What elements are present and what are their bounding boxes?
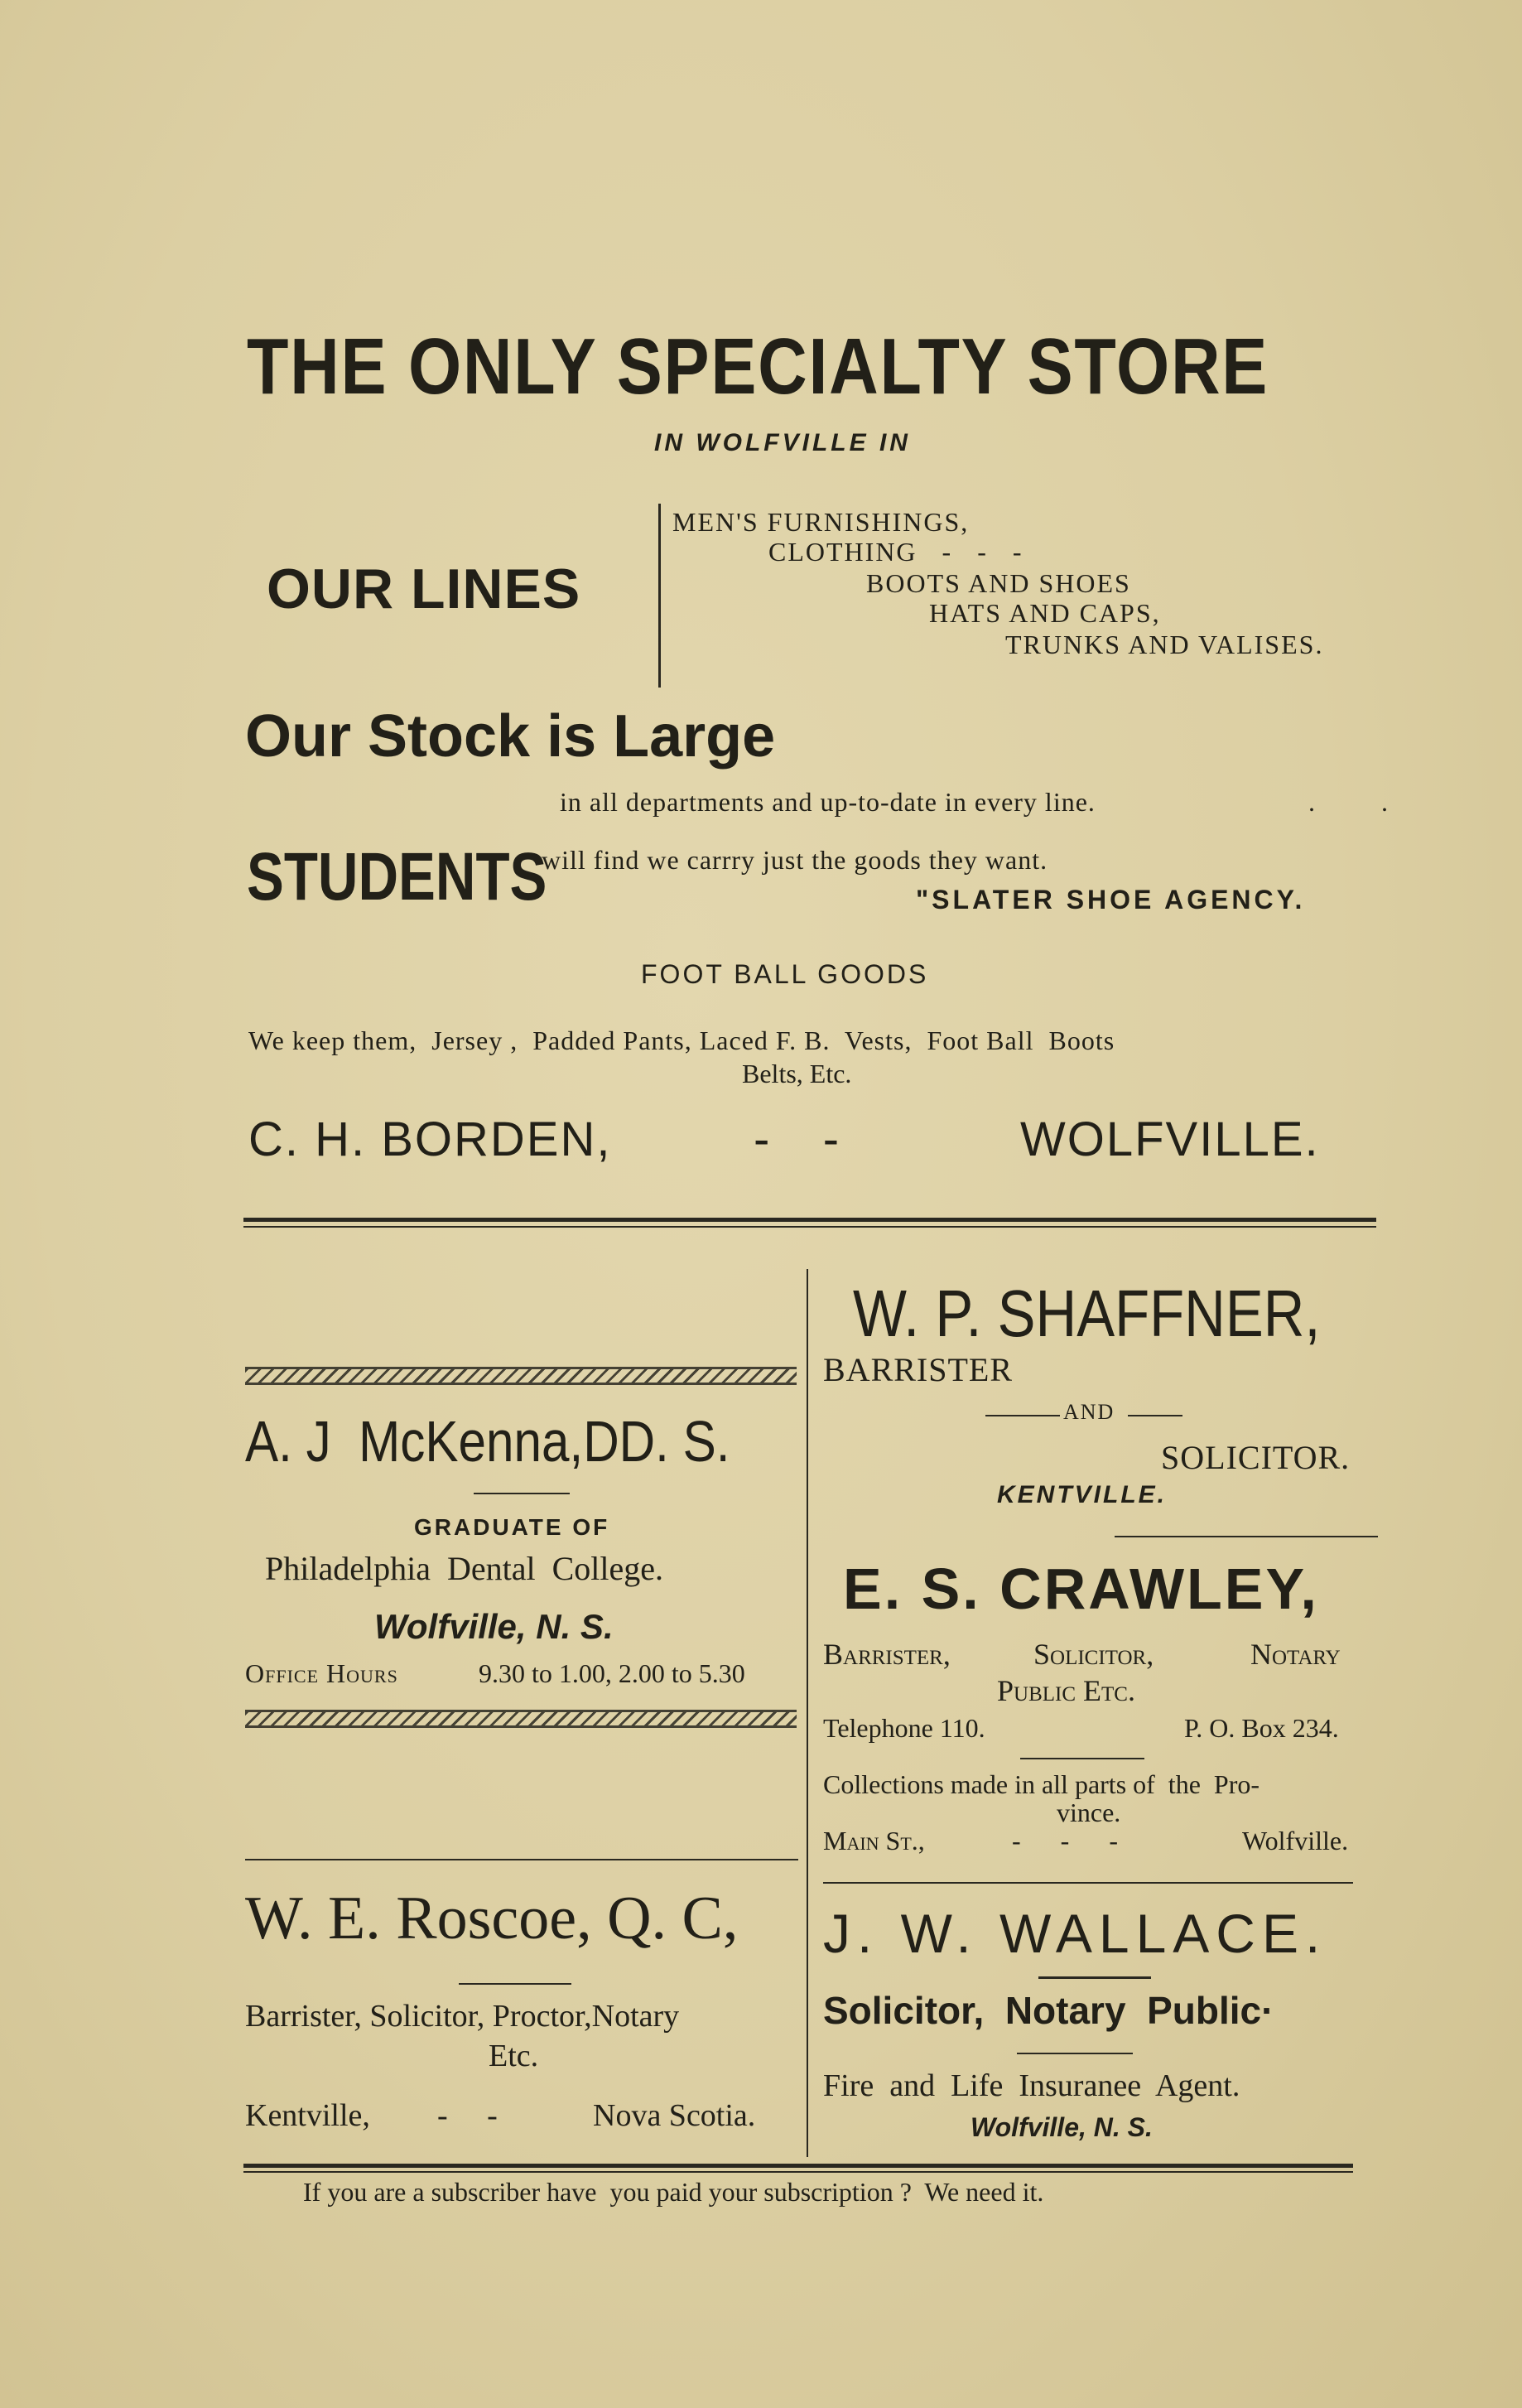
football-heading: FOOT BALL GOODS: [641, 959, 929, 989]
crawley-bottom-rule: [823, 1882, 1353, 1884]
stock-text: in all departments and up-to-date in every line.: [560, 787, 1096, 817]
shaffner-and-rule-right: [1128, 1415, 1182, 1416]
slater-agency: "SLATER SHOE AGENCY.: [916, 885, 1306, 914]
column-divider: [807, 1269, 808, 2157]
footer-rule-thick: [243, 2164, 1353, 2168]
ornament-bottom: [245, 1710, 797, 1728]
wallace-rule: [1038, 1976, 1151, 1979]
roscoe-place-right: Nova Scotia.: [593, 2098, 756, 2133]
crawley-line1-b: Solicitor,: [1033, 1638, 1154, 1671]
crawley-name: E. S. CRAWLEY,: [843, 1556, 1319, 1621]
wallace-place: Wolfville, N. S.: [971, 2112, 1153, 2142]
wallace-insurance: Fire and Life Insuranee Agent.: [823, 2068, 1240, 2103]
crawley-rule: [1020, 1758, 1144, 1759]
merchant-town: WOLFVILLE.: [1020, 1112, 1320, 1166]
merchant-name: C. H. BORDEN,: [248, 1112, 612, 1166]
footer-rule-thin: [243, 2171, 1353, 2173]
ornament-top: [245, 1367, 797, 1385]
section-divider-thin: [243, 1226, 1376, 1228]
wallace-title: Solicitor, Notary Public·: [823, 1989, 1274, 2032]
roscoe-place-left: Kentville,: [245, 2098, 370, 2133]
shaffner-place: KENTVILLE.: [997, 1481, 1168, 1508]
crawley-collections-1: Collections made in all parts of the Pro-: [823, 1769, 1260, 1799]
crawley-telephone: Telephone 110.: [823, 1713, 985, 1743]
football-text-1: We keep them, Jersey , Padded Pants, Laced F. B. Vests, Foot Ball Boots: [248, 1025, 1115, 1055]
wallace-rule-2: [1017, 2053, 1133, 2054]
lines-bracket: [658, 504, 670, 688]
mckenna-college: Philadelphia Dental College.: [265, 1550, 663, 1587]
crawley-street: Main St.,: [823, 1826, 925, 1855]
shaffner-barrister: BARRISTER: [823, 1351, 1014, 1388]
roscoe-name: W. E. Roscoe, Q. C,: [245, 1884, 739, 1952]
lines-item-1: MEN'S FURNISHINGS,: [672, 507, 970, 537]
shaffner-bottom-rule: [1115, 1536, 1378, 1537]
crawley-box: P. O. Box 234.: [1184, 1713, 1339, 1743]
lines-item-3: BOOTS AND SHOES: [866, 568, 1131, 598]
shaffner-name: W. P. SHAFFNER,: [853, 1276, 1321, 1350]
students-label: STUDENTS: [247, 839, 547, 914]
roscoe-line1: Barrister, Solicitor, Proctor,Notary: [245, 1999, 680, 2034]
football-text-2: Belts, Etc.: [742, 1059, 852, 1088]
shaffner-solicitor: SOLICITOR.: [1161, 1439, 1351, 1476]
subline: IN WOLFVILLE IN: [654, 429, 911, 456]
lines-item-4: HATS AND CAPS,: [929, 598, 1161, 628]
mckenna-graduate: GRADUATE OF: [414, 1514, 610, 1540]
mckenna-name: A. J McKenna,DD. S.: [245, 1409, 730, 1474]
stock-dots: . .: [1308, 787, 1418, 817]
subscription-notice: If you are a subscriber have you paid your subscription ? We need it.: [303, 2177, 1044, 2207]
lines-item-2: CLOTHING - - -: [768, 537, 1023, 567]
roscoe-rule: [459, 1983, 571, 1985]
mckenna-bottom-rule: [245, 1859, 798, 1860]
mckenna-rule: [474, 1493, 570, 1494]
lines-item-5: TRUNKS AND VALISES.: [1005, 630, 1324, 659]
crawley-street-dashes: - - -: [1012, 1826, 1118, 1855]
stock-heading: Our Stock is Large: [245, 703, 776, 770]
section-divider-thick: [243, 1218, 1376, 1222]
crawley-line2: Public Etc.: [997, 1674, 1135, 1707]
crawley-line1-a: Barrister,: [823, 1638, 951, 1671]
students-text: will find we carrry just the goods they want.: [542, 845, 1048, 875]
headline: THE ONLY SPECIALTY STORE: [247, 322, 1269, 411]
mckenna-hours: 9.30 to 1.00, 2.00 to 5.30: [479, 1658, 745, 1688]
crawley-line1-c: Notary: [1250, 1638, 1341, 1671]
wallace-name: J. W. WALLACE.: [823, 1903, 1327, 1964]
shaffner-and: AND: [1063, 1400, 1115, 1424]
crawley-collections-2: vince.: [1057, 1798, 1121, 1827]
mckenna-hours-label: Office Hours: [245, 1658, 398, 1688]
roscoe-dashes: - -: [437, 2098, 498, 2133]
roscoe-line2: Etc.: [489, 2039, 539, 2073]
mckenna-place: Wolfville, N. S.: [374, 1607, 614, 1646]
merchant-dashes: - -: [754, 1112, 840, 1166]
shaffner-and-rule-left: [985, 1415, 1060, 1416]
crawley-town: Wolfville.: [1242, 1826, 1349, 1855]
our-lines-label: OUR LINES: [267, 557, 581, 620]
